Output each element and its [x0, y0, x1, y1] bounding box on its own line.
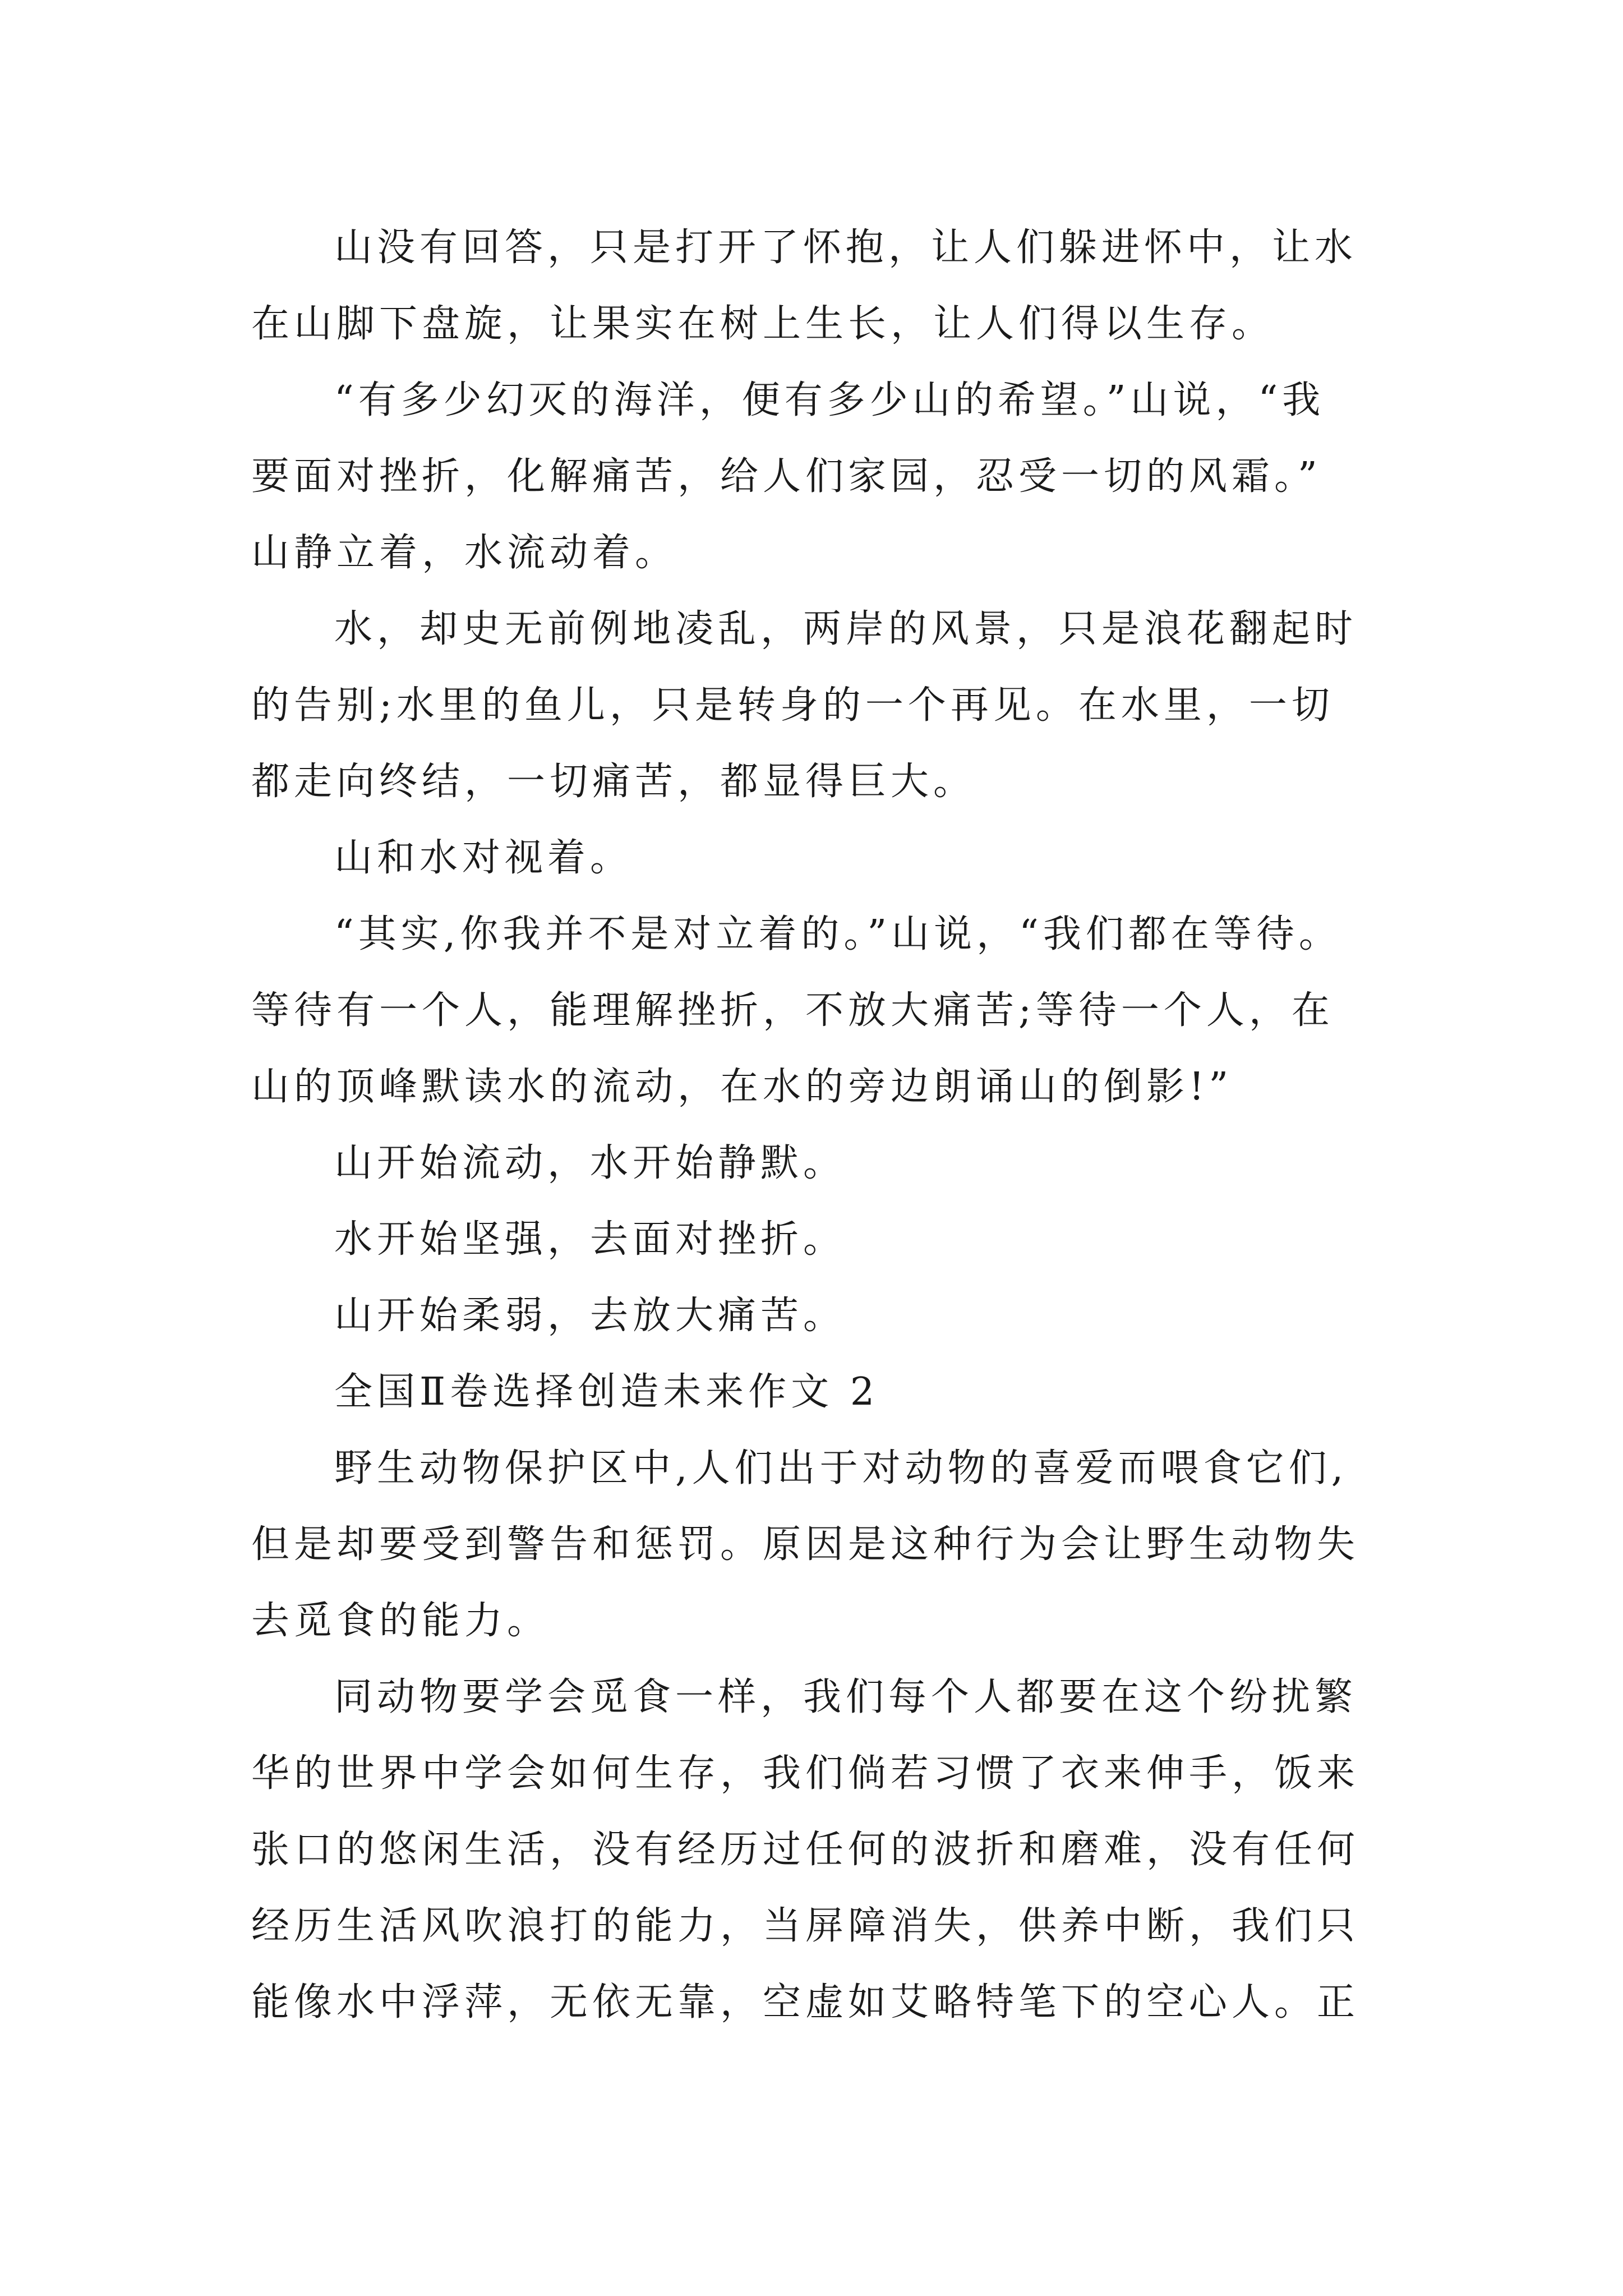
text-line: 但是却要受到警告和惩罚。原因是这种行为会让野生动物失	[251, 1522, 1360, 1567]
text-line: 能像水中浮萍，无依无靠，空虚如艾略特笔下的空心人。正	[251, 1980, 1360, 2024]
text-line: 山和水对视着。	[334, 836, 633, 880]
section-heading: 全国Ⅱ卷选择创造未来作文 2	[334, 1370, 879, 1414]
text-line: 山开始流动，水开始静默。	[334, 1141, 846, 1185]
text-line: 山的顶峰默读水的流动，在水的旁边朗诵山的倒影!”	[251, 1065, 1233, 1109]
text-line: 山静立着，水流动着。	[251, 531, 678, 575]
text-line: 经历生活风吹浪打的能力，当屏障消失，供养中断，我们只	[251, 1904, 1360, 1948]
text-line: 华的世界中学会如何生存，我们倘若习惯了衣来伸手，饭来	[251, 1751, 1360, 1796]
text-line: 要面对挫折，化解痛苦，给人们家园，忍受一切的风霜。”	[251, 454, 1322, 499]
text-line: 山没有回答，只是打开了怀抱，让人们躲进怀中，让水	[334, 226, 1358, 270]
text-line: “其实,你我并不是对立着的。”山说，“我们都在等待。	[334, 912, 1341, 956]
text-line: 山开始柔弱，去放大痛苦。	[334, 1294, 846, 1338]
text-line: 水，却史无前例地凌乱，两岸的风景，只是浪花翻起时	[334, 607, 1358, 651]
text-line: 都走向终结，一切痛苦，都显得巨大。	[251, 760, 976, 804]
text-line: 去觅食的能力。	[251, 1599, 550, 1643]
document-body	[251, 210, 1390, 2041]
text-line: 野生动物保护区中,人们出于对动物的喜爱而喂食它们,	[334, 1446, 1348, 1490]
text-line: 在山脚下盘旋，让果实在树上生长，让人们得以生存。	[251, 302, 1275, 346]
text-line: “有多少幻灭的海洋，便有多少山的希望。”山说，“我	[334, 378, 1325, 422]
text-line: 张口的悠闲生活，没有经历过任何的波折和磨难，没有任何	[251, 1828, 1360, 1872]
text-line: 的告别;水里的鱼儿，只是转身的一个再见。在水里，一切	[251, 683, 1334, 728]
text-line: 水开始坚强，去面对挫折。	[334, 1217, 846, 1262]
text-line: 同动物要学会觅食一样，我们每个人都要在这个纷扰繁	[334, 1675, 1358, 1719]
text-line: 等待有一个人，能理解挫折，不放大痛苦;等待一个人，在	[251, 988, 1334, 1033]
